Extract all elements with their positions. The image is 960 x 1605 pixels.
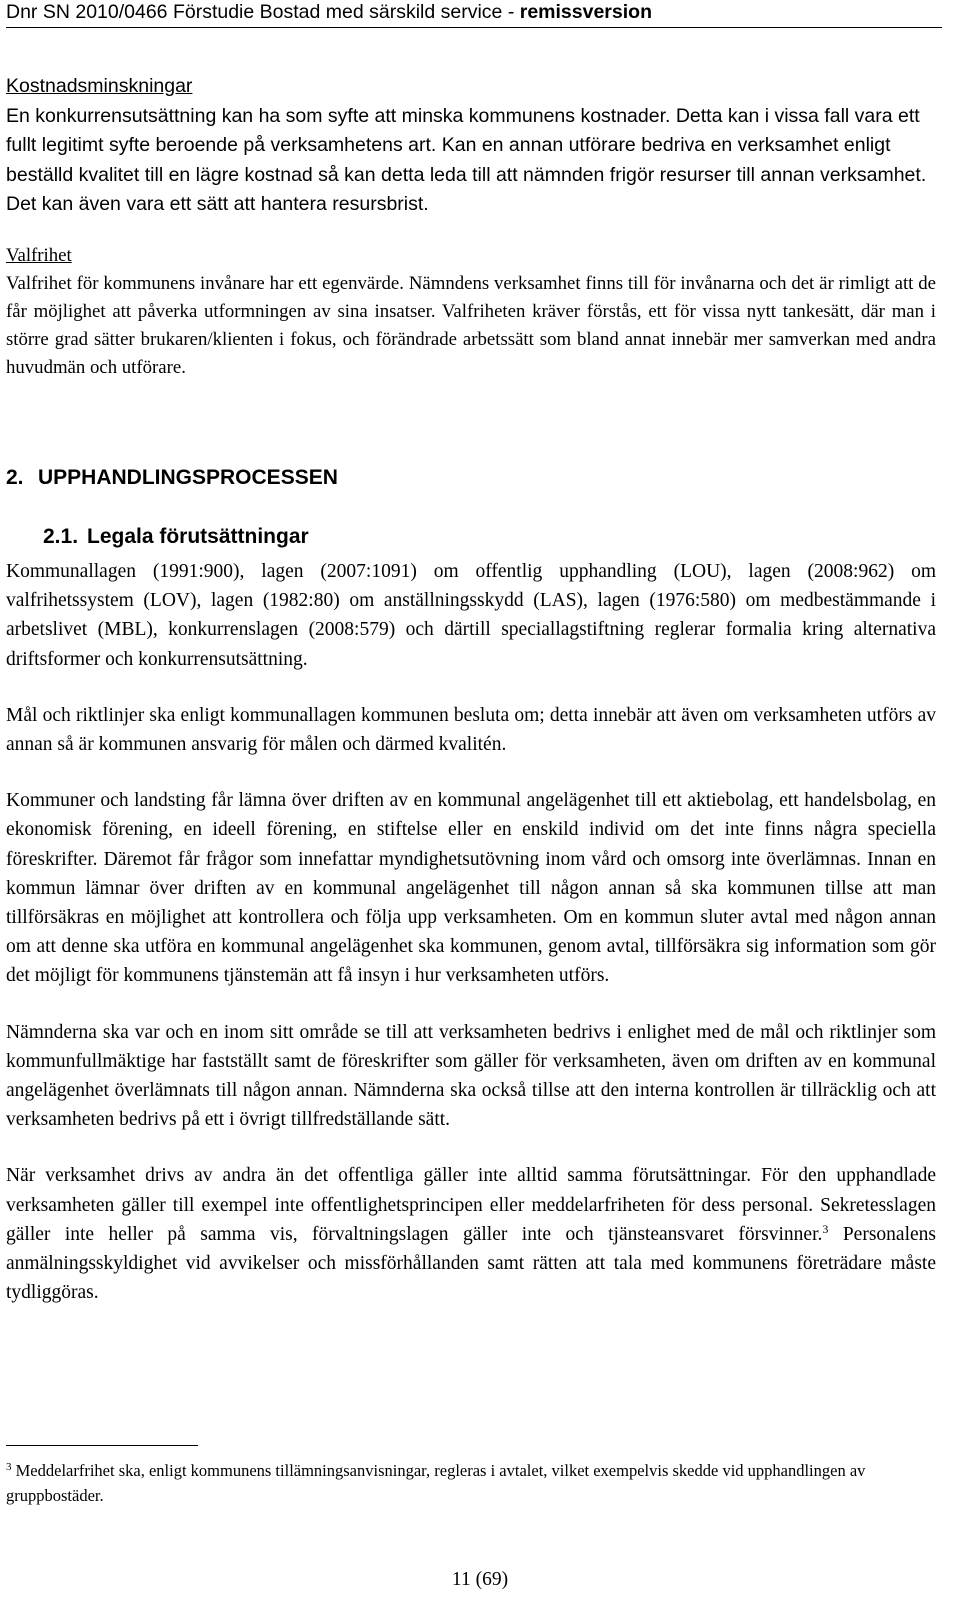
paragraph-goals: Mål och riktlinjer ska enligt kommunallagen kommunen besluta om; detta innebär att även om verksamheten utförs av annan så är kommunen ansvarig för målen och därmed kvalitén. <box>6 704 936 756</box>
footnote-divider <box>6 1445 198 1446</box>
subheading-valfrihet: Valfrihet <box>6 245 72 266</box>
legal-body <box>6 557 936 1307</box>
header-title: Dnr SN 2010/0466 Förstudie Bostad med särskild service - <box>6 1 520 23</box>
section-heading <box>6 465 338 491</box>
subsection-number: 2.1. <box>43 525 79 548</box>
paragraph-valfrihet: Valfrihet för kommunens invånare har ett egenvärde. Nämndens verksamhet finns till för invånarna och det är rimligt att de får möjlighet att påverka utformningen av sina insatser. Valfriheten kräver förstås, ett för vissa nytt tankesätt, där man i större grad sätter brukaren/klienten i fokus, och förändrade arbetssätt som bland annat innebär mer samverkan med andra huvudmän och utförare. <box>6 273 936 378</box>
footnote <box>6 1458 936 1508</box>
footnote-text: Meddelarfrihet ska, enligt kommunens tillämningsanvisningar, regleras i avtalet, vilket exempelvis skedde vid upphandlingen av gruppbostäder. <box>6 1461 866 1505</box>
header-divider <box>6 27 942 28</box>
section-valfrihet <box>6 242 936 382</box>
page-number: 11 (69) <box>451 1569 509 1590</box>
footnote-marker: 3 <box>6 1461 12 1473</box>
page-header <box>6 0 956 24</box>
footnote-reference[interactable]: 3 <box>822 1221 829 1236</box>
section-title: UPPHANDLINGSPROCESSEN <box>38 466 338 489</box>
subheading-kostnadsminskningar: Kostnadsminskningar <box>6 75 193 97</box>
paragraph-laws: Kommunallagen (1991:900), lagen (2007:1091) om offentlig upphandling (LOU), lagen (2008:962) om valfrihetssystem (LOV), lagen (1982:80) om anställningsskydd (LAS), lagen (1976:580) om medbestämmande i arbetslivet (MBL), konkurrenslagen (2008:579) och därtill speciallagstiftning reglerar formalia kring alternativa driftsformer och konkurrensutsättning. <box>6 561 936 670</box>
paragraph-conditions-text: När verksamhet drivs av andra än det offentliga gäller inte alltid samma förutsättningar. För den upphandlade verksamheten gäller till exempel inte offentlighetsprincipen eller meddelarfriheten för dess personal. Sekretesslagen gäller inte heller på samma vis, förvaltningslagen gäller inte och tjänsteansvaret försvinner. <box>6 1165 936 1245</box>
section-kostnadsminskningar <box>6 72 936 220</box>
header-status: remissversion <box>519 1 652 23</box>
paragraph-committees: Nämnderna ska var och en inom sitt område se till att verksamheten bedrivs i enlighet med de mål och riktlinjer som kommunfullmäktige har fastställt samt de föreskrifter som gäller för verksamheten, även om driften av en kommunal angelägenhet överlämnats till någon annan. Nämnderna ska också tillse att den interna kontrollen är tillräcklig och att verksamheten bedrivs på ett i övrigt tillfredställande sätt. <box>6 1021 936 1131</box>
subsection-heading <box>43 524 309 550</box>
subsection-title: Legala förutsättningar <box>87 525 309 548</box>
paragraph-conditions-text-cont: Personalens anmälningsskyldighet vid avvikelser och missförhållanden samt rätten att tala med kommunens företrädare måste tydliggöras. <box>6 1223 936 1304</box>
paragraph-delegation: Kommuner och landsting får lämna över driften av en kommunal angelägenhet till ett aktiebolag, ett handelsbolag, en ekonomisk förening, en ideell förening, en stiftelse eller en enskild individ om det inte finns några speciella föreskrifter. Däremot får frågor som innefattar myndighetsutövning inom vård och omsorg inte överlämnas. Innan en kommun lämnar över driften av en kommunal angelägenhet till någon annan så ska kommunen tillse att man tillförsäkras en möjlighet att kontrollera och följa upp verksamheten. Om en kommun sluter avtal med någon annan om att denne ska utföra en kommunal angelägenhet ska kommunen, genom avtal, tillförsäkra sig information som gör det möjligt för kommunens tjänstemän att få insyn i hur verksamheten utförs. <box>6 790 936 987</box>
paragraph-kostnadsminskningar: En konkurrensutsättning kan ha som syfte att minska kommunens kostnader. Detta kan i vissa fall vara ett fullt legitimt syfte beroende på verksamhetens art. Kan en annan utförare bedriva en verksamhet enligt beställd kvalitet till en lägre kostnad så kan detta leda till att nämnden frigör resurser till annan verksamhet. Det kan även vara ett sätt att hantera resursbrist. <box>6 104 927 215</box>
paragraph-conditions <box>6 1161 936 1307</box>
section-number: 2. <box>6 466 24 489</box>
